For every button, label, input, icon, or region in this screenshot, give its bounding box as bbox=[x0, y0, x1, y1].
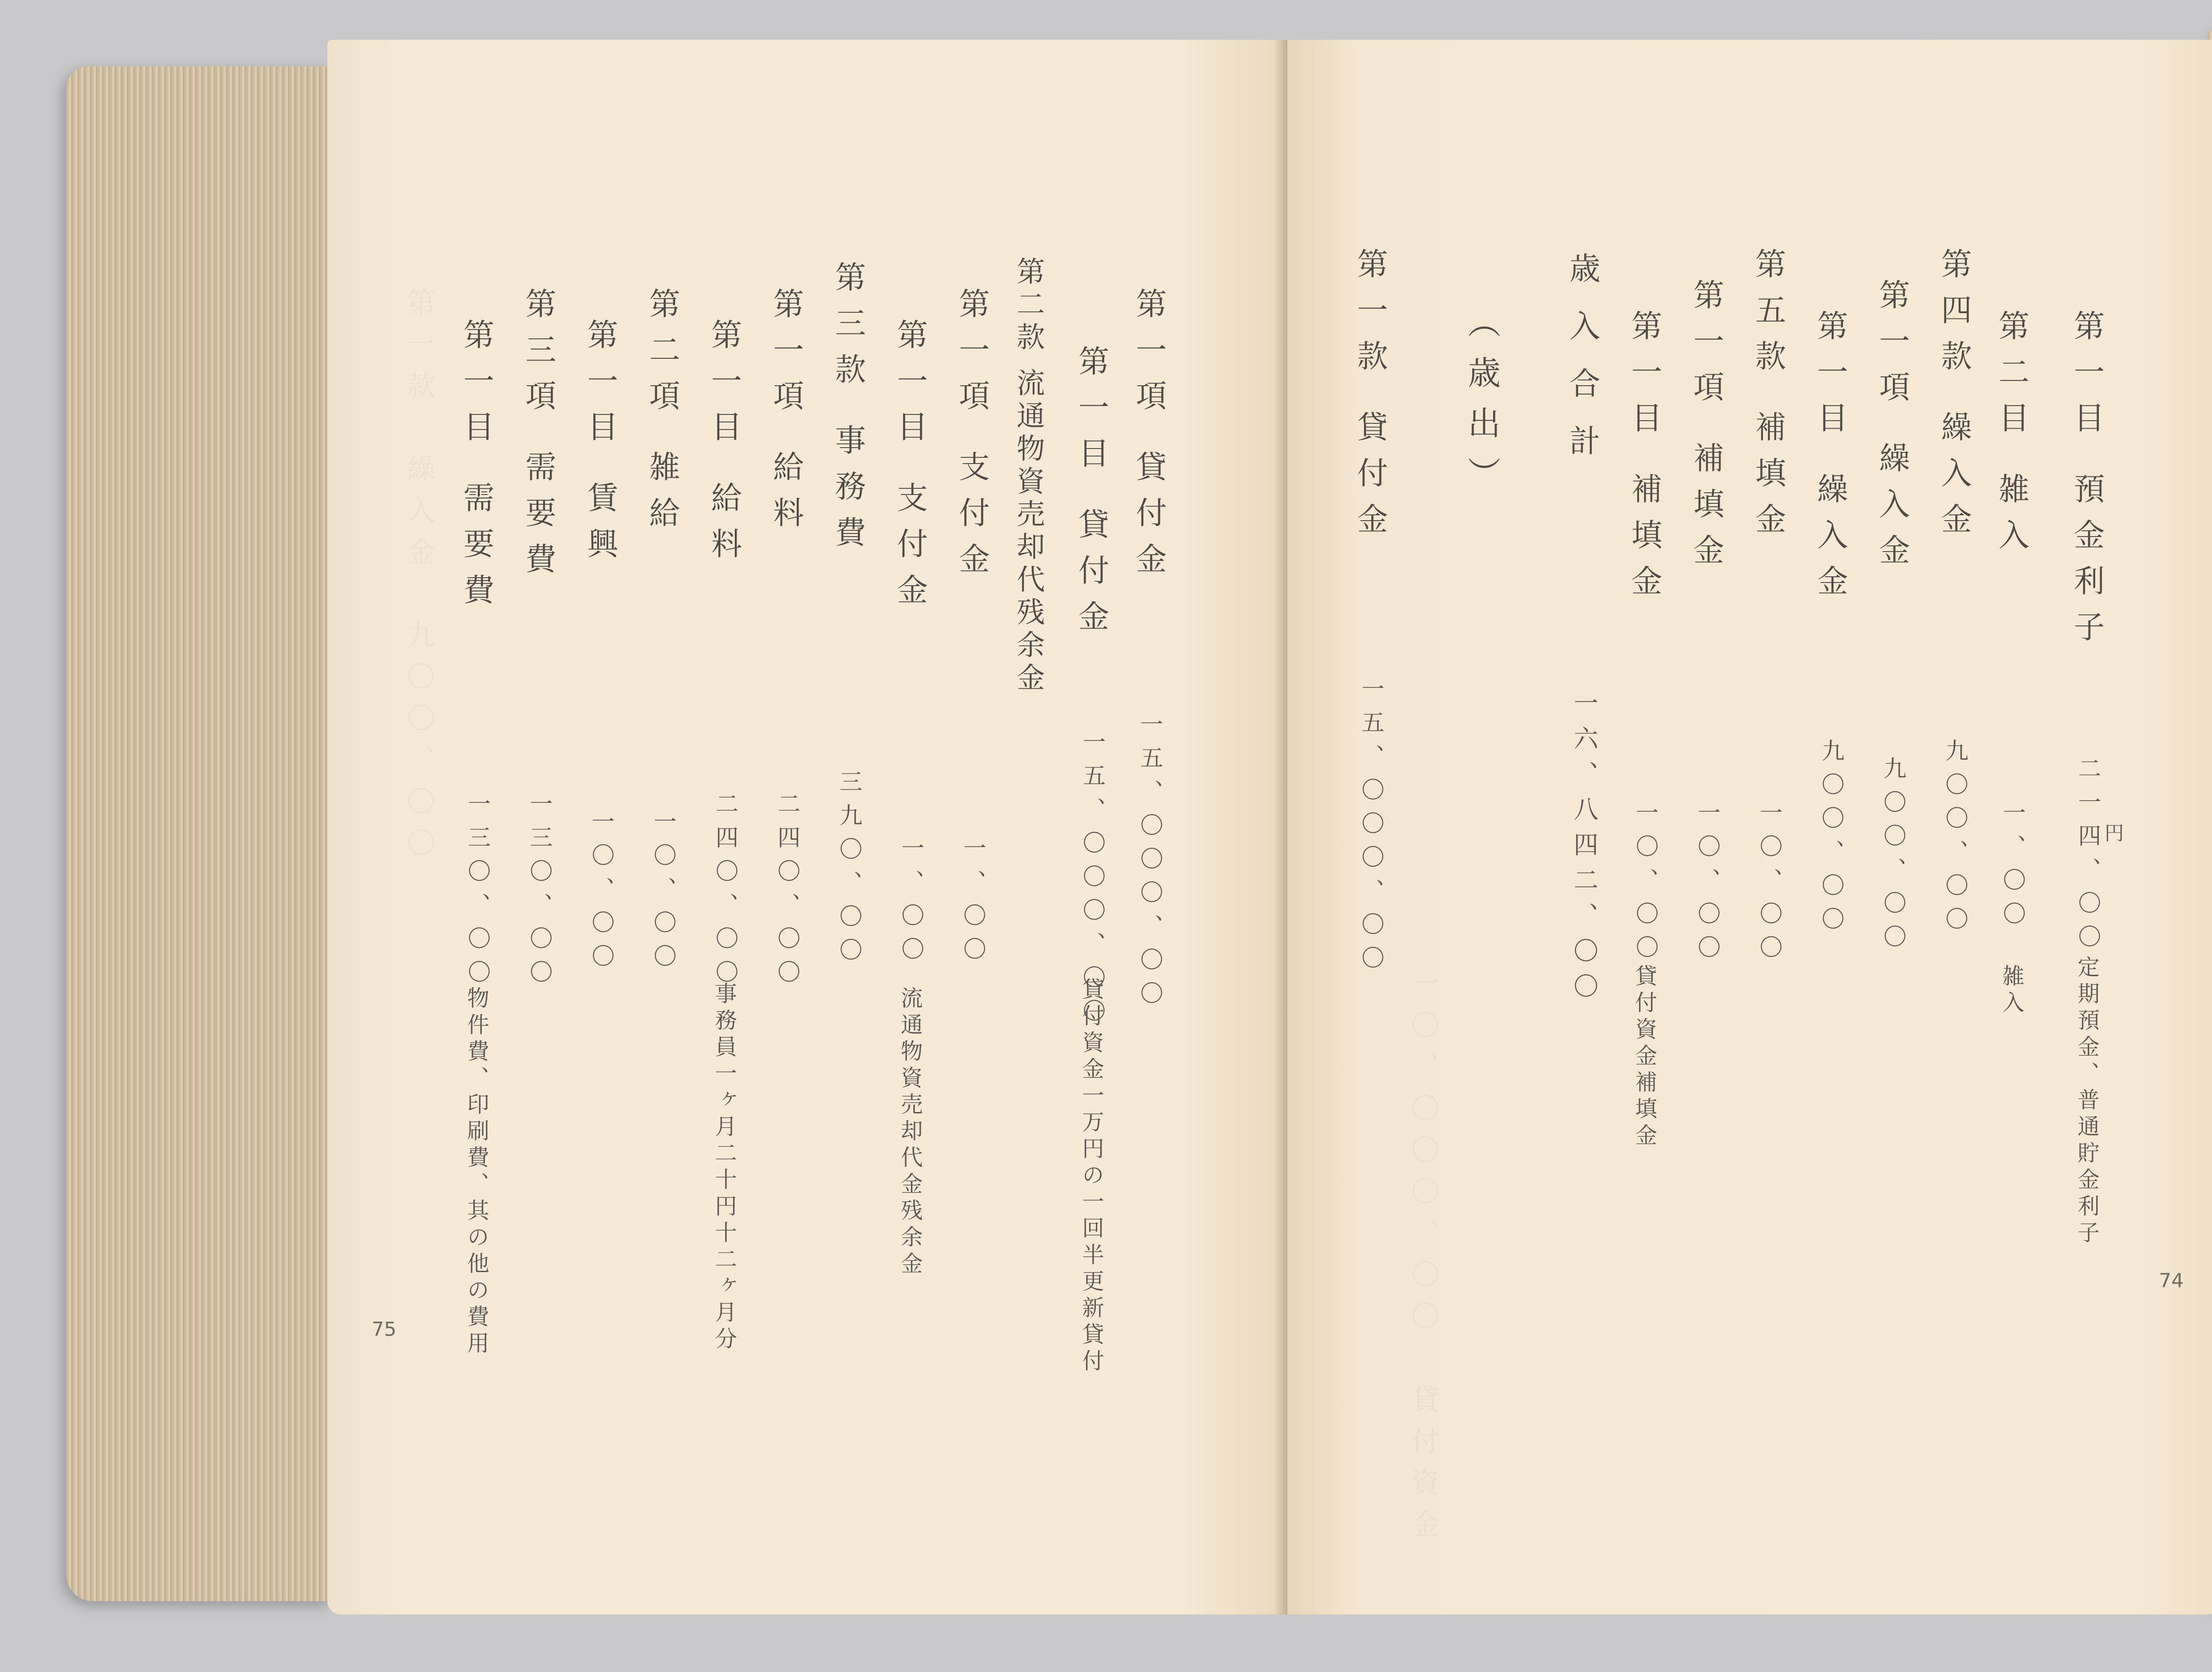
ledger-amount: 一〇、〇〇 bbox=[1694, 801, 1720, 969]
page-edges-left bbox=[66, 66, 332, 1601]
ledger-note: 物件費、印刷費、其の他の費用 bbox=[464, 986, 489, 1358]
ledger-amount: 一五、〇〇〇、〇〇 bbox=[1357, 677, 1384, 979]
ledger-label: 第三款 事務費 bbox=[830, 261, 866, 562]
revenue-total-label: 歳入合計 bbox=[1564, 252, 1601, 482]
ledger-label: 第二款 流通物資売却代残余金 bbox=[1012, 257, 1045, 696]
ledger-label: 第一項 支付金 bbox=[954, 288, 990, 589]
page-number: 75 bbox=[372, 1318, 396, 1341]
ledger-amount: 九〇〇、〇〇 bbox=[1879, 756, 1906, 958]
ledger-label: 第五款 補填金 bbox=[1750, 248, 1786, 549]
left-page bbox=[327, 40, 1292, 1614]
ledger-amount: 一〇、〇〇 bbox=[649, 809, 676, 978]
page-number: 74 bbox=[2159, 1269, 2184, 1292]
ledger-note: 定期預金、普通貯金利子 bbox=[2074, 955, 2100, 1247]
ledger-note: 雑入 bbox=[1999, 964, 2024, 1017]
ledger-amount: 一、〇〇 bbox=[1999, 801, 2025, 935]
ledger-label: 第一項 繰入金 bbox=[1874, 279, 1910, 580]
ledger-label: 第一目 補填金 bbox=[1626, 310, 1663, 611]
ledger-amount: 一五、〇〇〇、〇〇 bbox=[1136, 712, 1163, 1015]
ledger-amount: 二一四、〇〇 bbox=[2074, 756, 2101, 958]
ledger-amount: 三九〇、〇〇 bbox=[835, 770, 862, 971]
ledger-note: 事務員一ヶ月二十円十二ヶ月分 bbox=[711, 982, 737, 1354]
ledger-amount: 一三〇、〇〇 bbox=[464, 792, 490, 993]
ledger-amount: 一三〇、〇〇 bbox=[526, 792, 552, 993]
ledger-label: 第一項 給料 bbox=[768, 288, 804, 543]
currency-unit: 円 bbox=[2101, 823, 2124, 853]
ledger-label: 第三項 需要費 bbox=[520, 288, 557, 589]
ledger-label: 第二項 雑給 bbox=[644, 288, 680, 543]
ledger-label: 第一目 支付金 bbox=[892, 318, 928, 620]
ledger-label: 第一目 貸付金 bbox=[1073, 345, 1110, 646]
ledger-label: 第一目 賃興 bbox=[582, 318, 618, 574]
ledger-label: 第一款 貸付金 bbox=[1352, 248, 1388, 549]
ledger-label: 第一目 需要費 bbox=[458, 318, 495, 620]
ledger-label: 第一目 繰入金 bbox=[1812, 310, 1848, 611]
ledger-amount: 二四〇、〇〇 bbox=[711, 792, 738, 993]
ledger-amount: 一〇、〇〇 bbox=[1632, 801, 1658, 969]
ledger-amount: 二四〇、〇〇 bbox=[773, 792, 800, 993]
ledger-note: 流通物資売却代金残余金 bbox=[897, 986, 923, 1278]
expenditure-heading: （歳出） bbox=[1463, 305, 1501, 507]
ledger-amount: 一〇、〇〇 bbox=[588, 809, 614, 978]
ledger-label: 第一目 預金利子 bbox=[2069, 310, 2105, 657]
ledger-note: 貸付資金補填金 bbox=[1632, 964, 1657, 1150]
ledger-label: 第二目 雑入 bbox=[1993, 310, 2030, 565]
ledger-amount: 一、〇〇 bbox=[959, 836, 986, 970]
ledger-amount: 一、〇〇 bbox=[897, 836, 924, 970]
bleed-through-text: 第一款 繰入金 九〇〇、〇〇 bbox=[402, 288, 435, 870]
revenue-total-amount: 一六、八四二、〇〇 bbox=[1570, 690, 1598, 1009]
ledger-amount: 九〇〇、〇〇 bbox=[1817, 739, 1844, 940]
ledger-amount: 一〇、〇〇 bbox=[1755, 801, 1782, 969]
ledger-label: 第一目 給料 bbox=[706, 318, 742, 574]
ledger-label: 第一項 貸付金 bbox=[1131, 288, 1167, 589]
ledger-label: 第一項 補填金 bbox=[1688, 279, 1724, 580]
ledger-amount: 九〇〇、〇〇 bbox=[1941, 739, 1968, 940]
ledger-label: 第四款 繰入金 bbox=[1936, 248, 1972, 549]
ledger-amount: 一五、〇〇〇、〇〇 bbox=[1079, 730, 1105, 1032]
bleed-through-text: 一〇、〇〇〇、〇〇 貸付資金 bbox=[1406, 969, 1439, 1551]
ledger-note: 貸付資金一万円の一回半更新貸付 bbox=[1079, 978, 1104, 1376]
right-page bbox=[1287, 40, 2212, 1614]
